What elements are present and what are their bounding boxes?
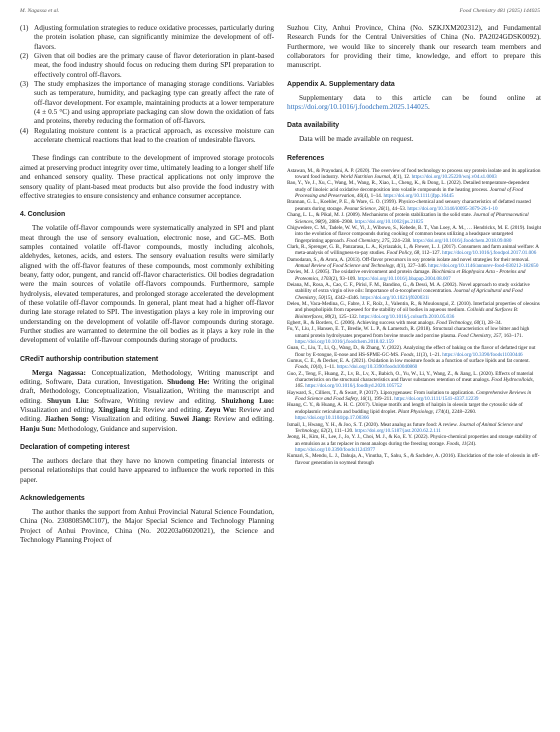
reference-doi-link[interactable]: https://doi.org/10.1104/pp.17.00366 <box>295 415 369 422</box>
reference-text: Deleu, M., Vaca-Medina, G., Fabre, J. F., Roïz, J., Valentin, R., & Mouloungui, Z. (2010). Interfacial properties of oleosins and phospholipids from rapeseed for the stability of oil bodies in aqueous medium. <box>287 300 540 314</box>
data-availability-heading: Data availability <box>287 122 340 130</box>
reference-journal: Biochimica et Biophysica Acta - Proteins and Proteomics, 1703 <box>295 269 526 282</box>
reference-item <box>287 212 541 225</box>
reference-journal: Colloids and Surfaces B: Biointerfaces, 80 <box>295 307 519 320</box>
reference-journal: Food Chemistry, 257 <box>457 332 502 339</box>
reference-item <box>287 199 541 212</box>
reference-journal: Food Technology, 60 <box>436 320 480 326</box>
reference-pages: (4), 2248–2260. <box>443 408 477 415</box>
reference-text: Brannan, G. L., Koehler, P. E., & Ware, G. O. (1999). Physico-chemical and sensory characteristics of defatted roasted peanuts during storage. <box>287 199 531 212</box>
reference-text: Gumus, C. E., & Decker, E. A. (2021). Oxidation in low moisture foods as a function of surface lipids and fat content. <box>287 358 530 365</box>
reference-journal: Food Policy, 68 <box>386 250 420 257</box>
appendix-heading: Appendix A. Supplementary data <box>287 80 395 88</box>
credit-author-name: Shuyun Liu: <box>46 396 90 405</box>
list-item-number: (1) <box>20 24 29 32</box>
reference-journal: Plant Physiology, 174 <box>397 408 444 415</box>
reference-pages: (1), 28–34. <box>479 320 502 326</box>
reference-text: Deiana, M., Rosa, A., Cao, C. F., Pirisi, F. M., Bandino, G., & Dessì, M. A. (2002). Novel approach to study oxidative stability of extra virgin olive oils: Importance of α-tocopherol concentration. <box>287 281 530 295</box>
reference-item <box>287 282 541 301</box>
reference-item <box>287 244 541 257</box>
reference-text: Kumari, S., Mendu, L. J., Dahuja, A., Vinutha, T., Sahu, S., & Sachdev, A. (2016). Elucidation of the role of oleosin in off-flavour generation in soymeal through <box>287 453 540 466</box>
credit-author-roles: Visualization and editing. <box>88 415 171 424</box>
reference-journal: Journal of Animal Science and Technology, 62 <box>295 421 523 434</box>
reference-text: Jeong, H., Kim, H., Lee, J., Jo, Y. J., Choi, M. J., & Ko, E. Y. (2022). Physico-chemical properties and storage stability of an emulsion as a fat replacer in meat analogs during the freezing storage. <box>287 434 537 447</box>
reference-item <box>287 390 541 403</box>
declaration-paragraph: The authors declare that they have no known competing financial interests or personal relationships that could have appeared to influence the work reported in this paper. <box>20 457 274 484</box>
acknowledgements-continued: Suzhou City, Anhui Province, China (No. SZKJXM202312), and Fundamental Research Funds for the Central Universities of China (No. PA2024GDSK0092). Furthermore, we would like to sincerely thank our research team members and collaborators for providing their time, knowledge, and effort to prepare this manuscript. <box>287 24 541 70</box>
conclusion-heading: 4. Conclusion <box>20 211 66 219</box>
reference-doi-link[interactable]: https://doi.org/10.1002/jps.21825 <box>354 218 424 225</box>
reference-journal: Annual Review of Food Science and Technology, 4 <box>295 262 400 269</box>
data-availability-paragraph: Data will be made available on request. <box>299 135 414 144</box>
reference-text: Egbert, R., & Borders, C. (2006). Achieving success with meat analogs. <box>287 320 437 326</box>
reference-journal: Journal of Food Processing and Preservation, 46 <box>295 186 524 200</box>
running-head-journal: Food Chemistry 481 (2025) 144025 <box>459 8 540 14</box>
reference-item <box>287 257 541 270</box>
reference-doi-link[interactable]: https://doi.org/10.3390/foods11030446 <box>442 351 523 358</box>
list-item-number: (4) <box>20 126 29 135</box>
reference-text: Hayward, S., Cilliers, T., & Swart, P. (2017). Lipoxygenases: From isolation to application. <box>287 389 476 396</box>
reference-doi-link[interactable]: https://doi.org/10.1021/jf020031i <box>360 294 429 301</box>
reference-pages: (1), 44–53. <box>383 205 408 212</box>
reference-doi-link[interactable]: https://doi.org/10.1016/j.foodpol.2017.01.006 <box>442 250 537 257</box>
credit-author-name: Hanju Sun: <box>20 424 57 433</box>
reference-pages: (1), 327–346. <box>399 262 429 269</box>
reference-doi-link[interactable]: https://doi.org/10.1016/j.colsurfb.2010.05.036 <box>359 313 455 320</box>
recommendations-list <box>20 24 274 145</box>
reference-text: Chang, L. L., & Pikal, M. J. (2009). Mechanisms of protein stabilization in the solid state. <box>287 212 474 219</box>
credit-author-name: Shudong He: <box>167 378 210 386</box>
reference-journal: Foods, 11 <box>446 440 467 447</box>
reference-item <box>287 269 541 282</box>
reference-journal: Peanut Science, 26 <box>344 205 384 212</box>
reference-journal: Foods, 11 <box>400 351 421 358</box>
reference-item <box>287 180 541 199</box>
reference-item <box>287 345 541 358</box>
reference-text: Guan, C., Liu, T., Li, Q., Wang, D., & Zhang, Y. (2022). Analyzing the effect of baking on the flavor of defatted tiger nut flour by E-tongue, E-nose and HS-SPME-GC-MS. <box>287 345 536 358</box>
reference-text: Fu, Y., Liu, J., Hansen, E. T., Bredie, W. L. P., & Lametsch, R. (2018). Structural characteristics of low bitter and high umami protein hydrolysates prepared from bovine muscle and porcine plasma. <box>287 326 530 339</box>
reference-pages: (2), 125–132. <box>330 313 360 320</box>
credit-author-name: Merga Nagassa: <box>32 368 86 377</box>
reference-text: Astawan, M., & Prayudani, A. P. (2020). The overview of food technology to process soy protein isolate and its application toward food industry. <box>287 167 541 181</box>
reference-journal: World Nutrition Journal, 4 <box>340 174 396 181</box>
reference-text: Huang, C. Y., & Huang, A. H. C. (2017). Unique motifs and length of hairpin in oleosin target the cytosolic side of endoplasmic reticulum and budding lipid droplet. <box>287 402 523 415</box>
reference-item <box>287 434 541 453</box>
reference-doi-link[interactable]: https://doi.org/10.1016/j.foodchem.2018.09.080 <box>412 237 512 244</box>
reference-pages: (1), 12. <box>395 174 412 181</box>
findings-paragraph: These findings can contribute to the development of improved storage protocols aimed at preserving product integrity over time, ultimately leading to a longer shelf life and enhanced sensory quality. These practical applications not only improve the sensory quality of plant-based meat products but also provide the food industry with effective strategies to ensure consistency and enhance consumer acceptance. <box>20 154 274 200</box>
reference-pages: (3), 1–21. <box>420 351 443 358</box>
reference-item <box>287 371 541 390</box>
credit-author-roles: Review and editing. <box>20 406 274 424</box>
list-item-text: The study emphasizes the importance of managing storage conditions. Variables such as temperature, humidity, and packaging type can greatly affect the rate of off-flavor development. For example, maintaining products at a lower temperature (4 ± 0.5 °C) and using appropriate packaging can slow down the oxidation of fats and proteins, thereby reducing the formation of off-flavors. <box>34 80 274 126</box>
reference-text: Chigwedere, C. M., Tadele, W. W., Yi, J., Wibowo, S., Kebede, B. T., Van Loey, A. M., … Hendrickx, M. E. (2019). Insight into the evolution of flavor compounds during cooking of common beans utilizing a headspace untargeted fingerprinting approach. <box>287 224 542 244</box>
reference-item <box>287 301 541 320</box>
appendix-text: Supplementary data to this article can be found online at <box>299 93 541 102</box>
reference-text: Damodaran, S., & Arora, A. (2013). Off-flavor precursors in soy protein isolate and novel strategies for their removal. <box>287 256 530 263</box>
reference-doi-link[interactable]: https://doi.org/10.3390/foods10040860 <box>336 364 418 371</box>
reference-text: Davies, M. J. (2005). The oxidative environment and protein damage. <box>287 269 432 276</box>
reference-doi-link[interactable]: https://doi.org/10.25220/wnj.v04.s1.0003 <box>411 174 497 181</box>
list-item-number: (3) <box>20 80 29 89</box>
reference-item <box>287 326 541 345</box>
reference-item <box>287 168 541 181</box>
reference-pages: (2), 111–120. <box>325 427 355 434</box>
conclusion-paragraph: The volatile off-flavor compounds were systematically analyzed in SPI and plant meat through the use of sensory evaluation, electronic nose, and GC–MS. Both samples contained volatile off-flavor compounds, mostly including alcohols, aldehydes, ketones, acids, and esters. The sensory evaluation results were similarly aligned with the off-flavor features of these compounds, most commonly exhibiting beany, fatty odor, pungent, and rancid off-flavor characteristics. Oil bodies degradation were the main sources of volatile off-flavors compounds. Furthermore, sample hydrolysis, elevated temperatures, and prolonged storage accelerated the development of these volatile off-flavor compounds. In general, plant meat had a higher off-flavor during late storage related to SPI. The investigation plays a key role in improving our understanding on the development of volatile off-flavor compounds during storage. Further studies are warranted to determine the oil bodies as it plays a key role in the development of volatile off-flavour compounds during storage of products. <box>20 224 274 345</box>
reference-journal: Journal of Pharmaceutical Sciences, 98 <box>295 212 529 225</box>
reference-journal: Foods, 10 <box>295 364 316 371</box>
reference-doi-link[interactable]: https://doi.org/10.1016/j.bbapap.2004.08.007 <box>357 275 451 282</box>
reference-pages: (24). <box>466 440 477 447</box>
reference-doi-link[interactable]: https://doi.org/10.3146/i0095-3679-26-1-10 <box>407 205 498 212</box>
reference-pages: (9), 2886–2908. <box>320 218 355 225</box>
credit-author-name: Xingjiang Li: <box>98 406 141 415</box>
running-head-authors: M. Nagassa et al. <box>20 8 60 14</box>
reference-pages: (2), 93–109. <box>331 275 358 282</box>
supplementary-data-link[interactable]: https://doi.org/10.1016/j.foodchem.2025.144025 <box>287 103 429 112</box>
credit-author-name: Jiazhen Song: <box>44 415 89 424</box>
credit-author-roles: Conceptualization, Methodology, Writing manuscript and editing, Software, Data curation, Investigation. <box>20 368 275 386</box>
reference-journal: Comprehensive Reviews in Food Science and Food Safety, 16 <box>295 389 532 403</box>
credit-author-name: Suwei Jiang: <box>170 415 212 424</box>
list-item-text: Regulating moisture content is a practical approach, as excessive moisture can accelerate chemical reactions that lead to the creation of undesirable flavors. <box>34 126 274 145</box>
reference-doi-link[interactable]: https://doi.org/10.1016/j.foodhyd.2020.105752 <box>305 383 402 390</box>
credit-author-roles: Methodology, Guidance and supervision. <box>56 424 178 433</box>
acknowledgements-heading: Acknowledgements <box>20 495 85 503</box>
reference-pages: , 163–171. <box>501 332 524 339</box>
reference-doi-link[interactable]: https://doi.org/10.5187/jast.2020.62.2.111 <box>354 427 441 434</box>
credit-author-roles: Review and editing. <box>211 415 275 424</box>
reference-journal: Food Hydrocolloids, 105 <box>295 377 534 390</box>
reference-doi-link[interactable]: https://doi.org/10.1111/1541-4337.12239 <box>394 396 479 403</box>
reference-text: Clark, R., Sprenger, G. B., Panzarasa, L. A., Kyriazakis, I., & Frewer, L. J. (2017). Consumers and farm animal welfare: A meta-analysis of willingness-to-pay studies. <box>287 243 539 257</box>
list-item-text: Adjusting formulation strategies to reduce oxidative processes, particularly during the protein isolation phase, can significantly minimize the development of off-flavors. <box>34 24 274 51</box>
credit-paragraph <box>20 369 274 434</box>
reference-doi-link[interactable]: https://doi.org/10.1146/annurev-food-030212-182650 <box>428 262 539 269</box>
credit-author-roles: Software, Writing review and editing. <box>89 396 222 405</box>
reference-pages: . <box>302 383 306 390</box>
reference-doi-link[interactable]: https://doi.org/10.3390/foods11243977 <box>295 446 376 453</box>
reference-journal: Food Chemistry, 275 <box>346 237 390 244</box>
reference-item <box>287 402 541 421</box>
reference-text: Guo, Z., Teng, F., Huang, Z., Lv, B., Lv, X., Babich, O., Yu, W., Li, Y., Wang, Z., & Jiang, L. (2020). Effects of material characteristics on the structural characteristics and flavor substances retention of meat analogs. <box>287 370 534 384</box>
reference-doi-link[interactable]: https://doi.org/10.1016/j.foodchem.2018.02.159 <box>295 339 394 346</box>
reference-item <box>287 225 541 244</box>
running-head <box>20 8 540 20</box>
list-item-text: Given that oil bodies are the primary cause of flavor deterioration in plant-based meat, the food industry should focus on reducing them during SPI preparation to effectively control off-flavors. <box>34 52 274 79</box>
reference-journal: Journal of Agricultural and Food Chemistry, 50 <box>295 288 523 301</box>
list-item <box>20 52 274 80</box>
left-column <box>20 24 274 545</box>
reference-item <box>287 422 541 435</box>
credit-author-roles: Visualization and editing. <box>20 406 99 415</box>
reference-text: Ismail, I., Hwang, Y. H., & Joo, S. T. (2020). Meat analog as future food: A review. <box>287 421 460 428</box>
credit-heading: CRediT authorship contribution statement <box>20 355 159 363</box>
appendix-paragraph: Supplementary data to this article can be found online at https://doi.org/10.1016/j.foodchem.2025.144025. <box>287 93 541 112</box>
list-item <box>20 127 274 146</box>
reference-item <box>287 358 541 371</box>
list-item-number: (2) <box>20 52 29 61</box>
reference-pages: (4), 1–14. <box>362 193 384 200</box>
credit-author-roles: Review and editing. <box>140 406 205 415</box>
credit-author-name: Shuizhong Luo: <box>221 396 274 405</box>
credit-author-roles: Writing the original draft, Methodology, Conceptualization, Visualization, Writing the manuscript and editing. <box>20 378 274 405</box>
reference-pages: (1), 199–211. <box>365 396 395 403</box>
declaration-heading: Declaration of competing interest <box>20 444 130 452</box>
acknowledgements-paragraph: The author thanks the support from Anhui Provincial Natural Science Foundation, China (No. 2308085MC107), the Major Special Science and Technology Planning Project of Anhui Province, China (No. 202203a06020021), the Science and Technology Planning Project of <box>20 508 274 545</box>
references-list <box>287 168 541 466</box>
right-column <box>287 24 541 466</box>
list-item <box>20 80 274 127</box>
reference-pages: , 112–127. <box>419 250 443 257</box>
reference-text: Bao, Y., Ye, J., Xu, C., Wang, M., Wang, R., Xiao, L., Cheng, K., & Dong, L. (2022). Detailed temperature-dependent study of linoleic acid oxidative decomposition into volatile compounds in the heating process. <box>287 180 530 193</box>
list-item <box>20 24 274 52</box>
credit-author-name: Zeyu Wu: <box>204 406 237 415</box>
reference-doi-link[interactable]: https://doi.org/10.1111/jfpp.16445 <box>383 193 454 200</box>
reference-pages: , 224–238. <box>389 237 413 244</box>
reference-pages: (15), 4342–4346. <box>323 294 361 301</box>
reference-item <box>287 453 541 466</box>
references-heading: References <box>287 154 325 162</box>
reference-pages: (4), 1–11. <box>315 364 337 371</box>
